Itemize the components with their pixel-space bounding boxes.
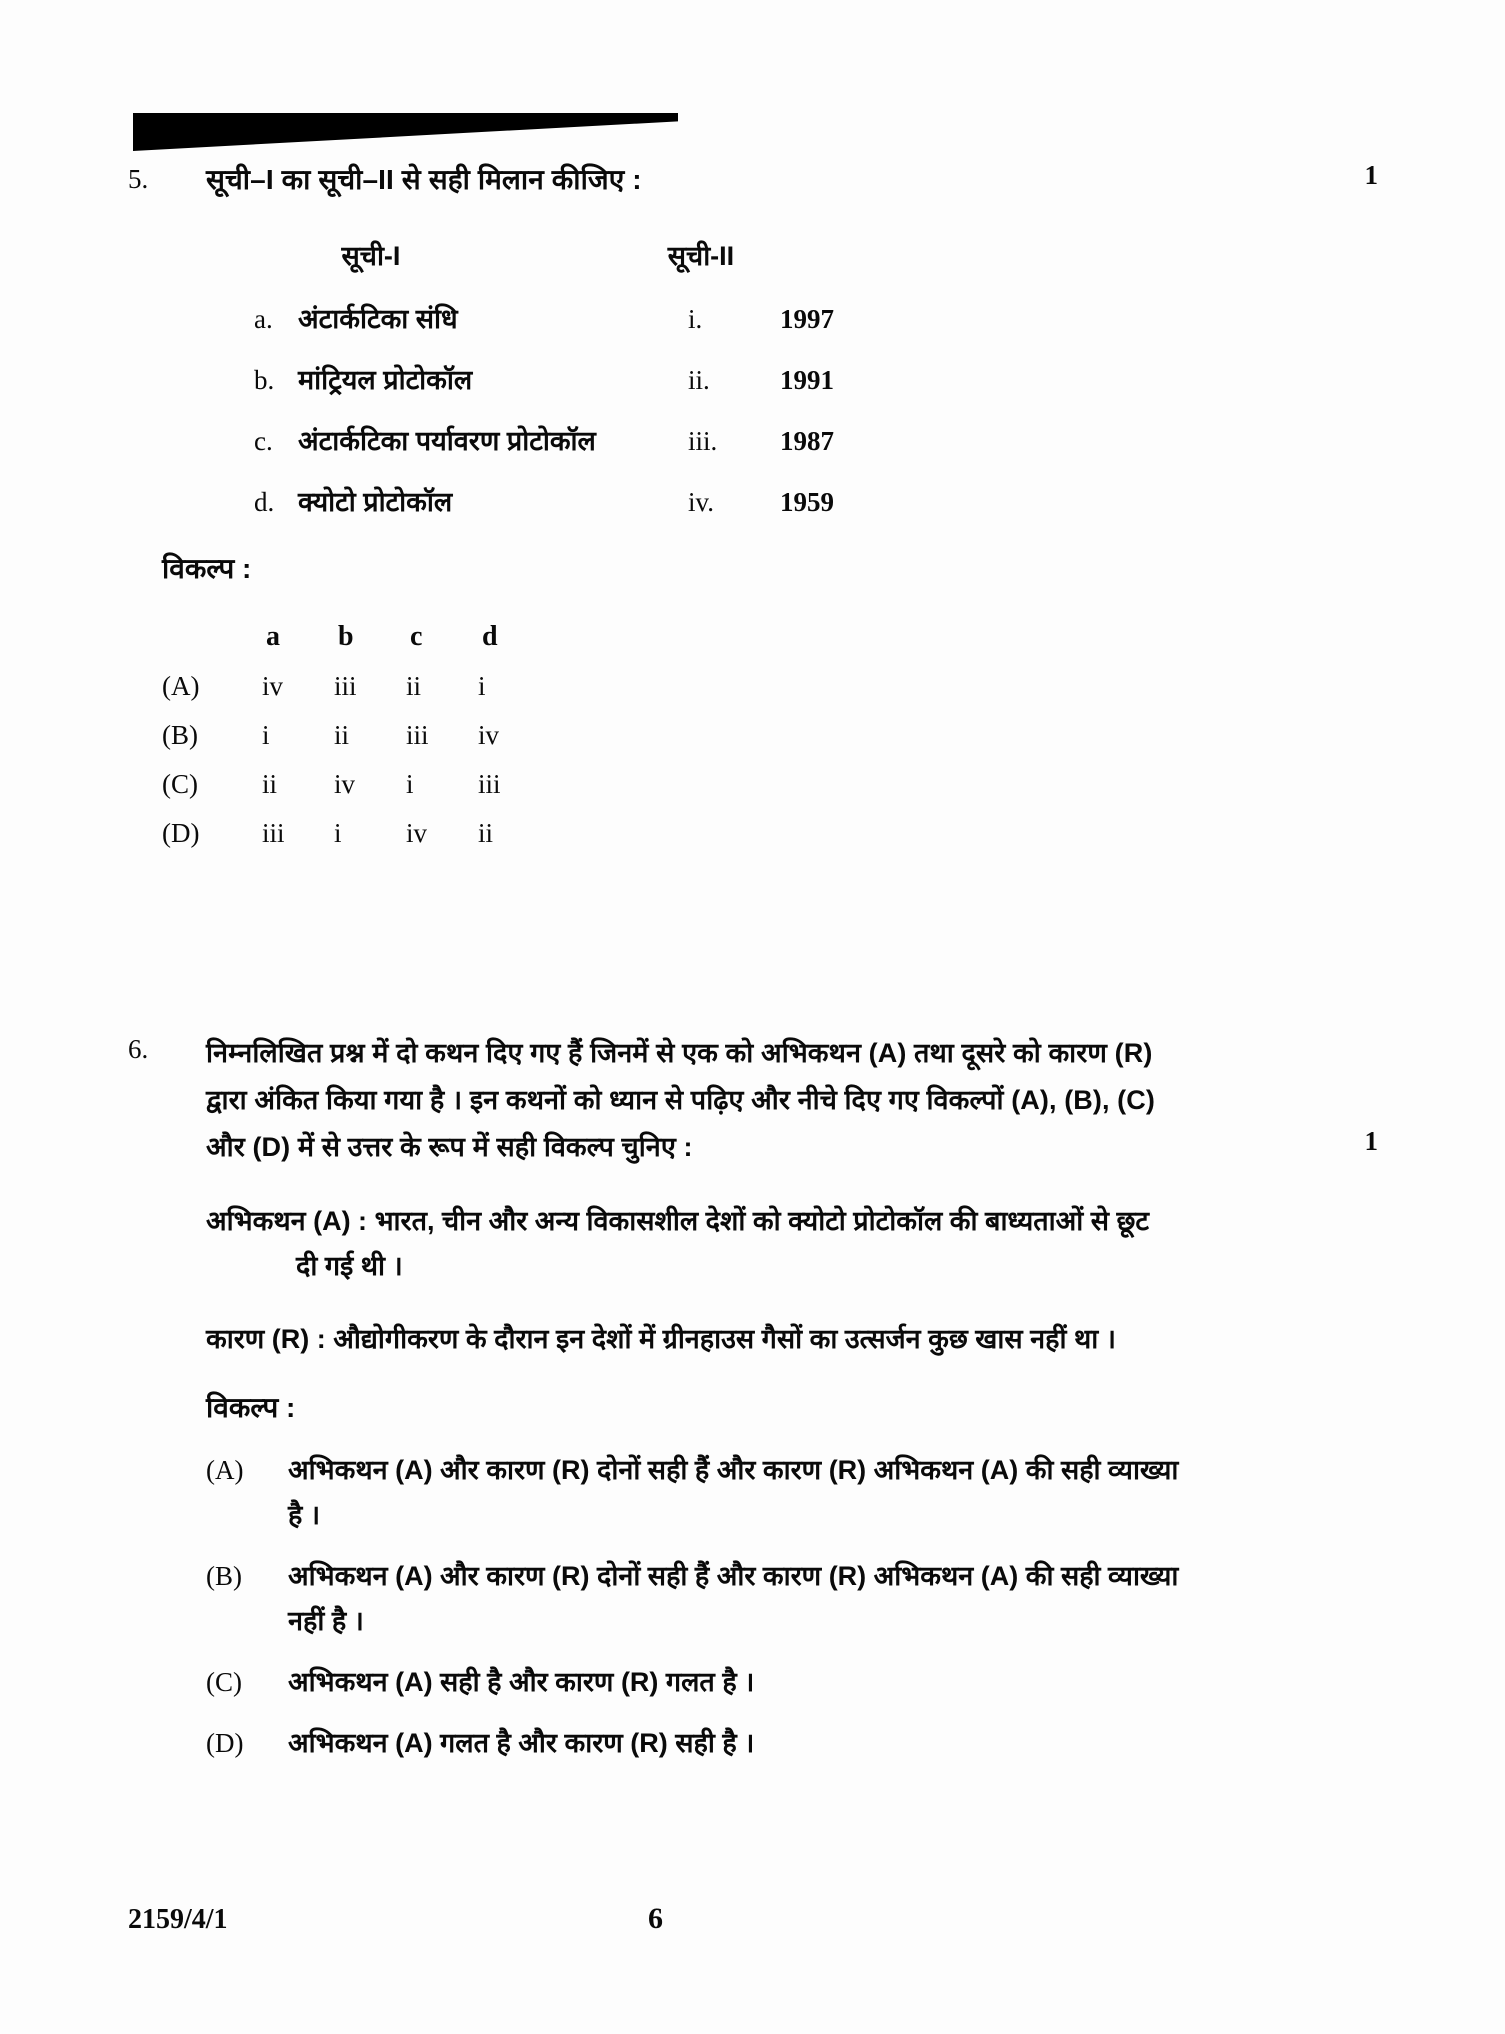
option-label: (D) bbox=[162, 818, 200, 848]
list-2-header: सूची-II bbox=[667, 241, 735, 271]
question-6-prompt-line-3: और (D) में से उत्तर के रूप में सही विकल्प चुनिए : bbox=[206, 1132, 693, 1162]
option-cell: iii bbox=[478, 769, 501, 799]
list-1-item-value: अंटार्कटिका संधि bbox=[298, 304, 458, 334]
option-text bbox=[288, 1660, 1378, 1705]
option-text-line-2: है । bbox=[288, 1500, 321, 1530]
option-cell: iii bbox=[406, 720, 429, 750]
question-5-options-label: विकल्प : bbox=[162, 553, 252, 584]
question-6-prompt-line-1: निम्नलिखित प्रश्न में दो कथन दिए गए हैं जिनमें से एक को अभिकथन (A) तथा दूसरे को कारण (R) bbox=[206, 1038, 1153, 1068]
option-cell: i bbox=[406, 769, 414, 799]
list-1-item-value: मांट्रियल प्रोटोकॉल bbox=[298, 365, 473, 395]
option-label: (C) bbox=[206, 1667, 242, 1697]
reason-text: औद्योगीकरण के दौरान इन देशों में ग्रीनहाउस गैसों का उत्सर्जन कुछ खास नहीं था । bbox=[333, 1324, 1116, 1354]
question-5-options-matrix bbox=[162, 621, 1378, 849]
option-label: (B) bbox=[162, 720, 198, 750]
question-5 bbox=[128, 160, 1378, 867]
list-2-item-key: iv. bbox=[688, 487, 714, 517]
matrix-header-row bbox=[162, 621, 1378, 653]
question-6-prompt bbox=[206, 1030, 1378, 1171]
option-text-line-2: नहीं है । bbox=[288, 1606, 364, 1636]
option-text-line-1: अभिकथन (A) और कारण (R) दोनों सही हैं और कारण (R) अभिकथन (A) की सही व्याख्या bbox=[288, 1455, 1179, 1485]
list-2-item-value: 1959 bbox=[780, 487, 834, 517]
list-1-item-value: अंटार्कटिका पर्यावरण प्रोटोकॉल bbox=[298, 426, 596, 456]
option-cell: iv bbox=[478, 720, 500, 750]
option-cell: i bbox=[262, 720, 270, 750]
match-row bbox=[206, 482, 1378, 519]
option-text bbox=[288, 1721, 1378, 1766]
match-row bbox=[206, 421, 1378, 458]
matrix-header-b: b bbox=[338, 621, 354, 652]
paper-code: 2159/4/1 bbox=[128, 1904, 228, 1935]
question-6-marks: 1 bbox=[1364, 1126, 1378, 1156]
option-row-c[interactable] bbox=[206, 1660, 1378, 1705]
option-cell: i bbox=[478, 671, 486, 701]
list-1-item-key: c. bbox=[254, 426, 273, 456]
option-text-line-1: अभिकथन (A) सही है और कारण (R) गलत है । bbox=[288, 1667, 755, 1697]
match-row bbox=[206, 360, 1378, 397]
page-footer bbox=[128, 1902, 1378, 1936]
list-1-header: सूची-I bbox=[341, 241, 401, 271]
option-row-c[interactable] bbox=[162, 769, 1378, 800]
list-1-item-key: b. bbox=[254, 365, 275, 395]
question-5-prompt: सूची–I का सूची–II से सही मिलान कीजिए : bbox=[206, 164, 642, 195]
list-2-item-key: i. bbox=[688, 304, 703, 334]
question-5-prompt-row bbox=[128, 160, 1378, 200]
reason-statement bbox=[206, 1317, 1378, 1362]
assertion-statement bbox=[206, 1199, 1378, 1244]
list-2-item-value: 1987 bbox=[780, 426, 834, 456]
list-1-item-key: d. bbox=[254, 487, 275, 517]
list-2-item-value: 1991 bbox=[780, 365, 834, 395]
option-text bbox=[288, 1448, 1378, 1538]
option-cell: i bbox=[334, 818, 342, 848]
option-row-b[interactable] bbox=[206, 1554, 1378, 1644]
assertion-text: भारत, चीन और अन्य विकासशील देशों को क्योटो प्रोटोकॉल की बाध्यताओं से छूट bbox=[374, 1206, 1150, 1236]
match-row bbox=[206, 299, 1378, 336]
option-row-d[interactable] bbox=[206, 1721, 1378, 1766]
matrix-header-c: c bbox=[410, 621, 423, 652]
option-text bbox=[288, 1554, 1378, 1644]
match-list-headers bbox=[206, 236, 1378, 273]
matrix-header-a: a bbox=[266, 621, 280, 652]
question-6-prompt-row bbox=[128, 1030, 1378, 1171]
list-2-item-key: iii. bbox=[688, 426, 718, 456]
question-6-prompt-line-2: द्वारा अंकित किया गया है । इन कथनों को ध्यान से पढ़िए और नीचे दिए गए विकल्पों (A), (B), (C) bbox=[206, 1085, 1155, 1115]
option-row-a[interactable] bbox=[162, 671, 1378, 702]
option-row-d[interactable] bbox=[162, 818, 1378, 849]
question-6-options-label: विकल्प : bbox=[206, 1392, 296, 1423]
option-cell: iii bbox=[334, 671, 357, 701]
question-6 bbox=[128, 1030, 1378, 1782]
question-6-options-list bbox=[206, 1448, 1378, 1766]
option-text-line-1: अभिकथन (A) गलत है और कारण (R) सही है । bbox=[288, 1728, 755, 1758]
assertion-text-continued: दी गई थी । bbox=[296, 1251, 403, 1281]
option-cell: iv bbox=[406, 818, 428, 848]
list-1-item-value: क्योटो प्रोटोकॉल bbox=[298, 487, 453, 517]
option-cell: iv bbox=[334, 769, 356, 799]
option-cell: iii bbox=[262, 818, 285, 848]
option-cell: ii bbox=[406, 671, 422, 701]
question-5-marks: 1 bbox=[1364, 160, 1378, 190]
list-2-item-key: ii. bbox=[688, 365, 710, 395]
page-number: 6 bbox=[648, 1902, 663, 1935]
match-table bbox=[206, 299, 1378, 519]
list-1-item-key: a. bbox=[254, 304, 273, 334]
question-6-number: 6. bbox=[128, 1034, 149, 1064]
question-5-number: 5. bbox=[128, 164, 149, 194]
reason-label: कारण (R) : bbox=[206, 1324, 326, 1354]
option-text-line-1: अभिकथन (A) और कारण (R) दोनों सही हैं और कारण (R) अभिकथन (A) की सही व्याख्या bbox=[288, 1561, 1179, 1591]
option-cell: ii bbox=[334, 720, 350, 750]
option-cell: ii bbox=[478, 818, 494, 848]
option-label: (A) bbox=[206, 1455, 244, 1485]
option-label: (D) bbox=[206, 1728, 244, 1758]
option-row-a[interactable] bbox=[206, 1448, 1378, 1538]
option-label: (B) bbox=[206, 1561, 242, 1591]
matrix-header-d: d bbox=[482, 621, 498, 652]
scan-artifact-bar bbox=[133, 113, 678, 151]
assertion-label: अभिकथन (A) : bbox=[206, 1206, 368, 1236]
option-cell: iv bbox=[262, 671, 284, 701]
option-label: (A) bbox=[162, 671, 200, 701]
list-2-item-value: 1997 bbox=[780, 304, 834, 334]
option-row-b[interactable] bbox=[162, 720, 1378, 751]
option-label: (C) bbox=[162, 769, 198, 799]
option-cell: ii bbox=[262, 769, 278, 799]
